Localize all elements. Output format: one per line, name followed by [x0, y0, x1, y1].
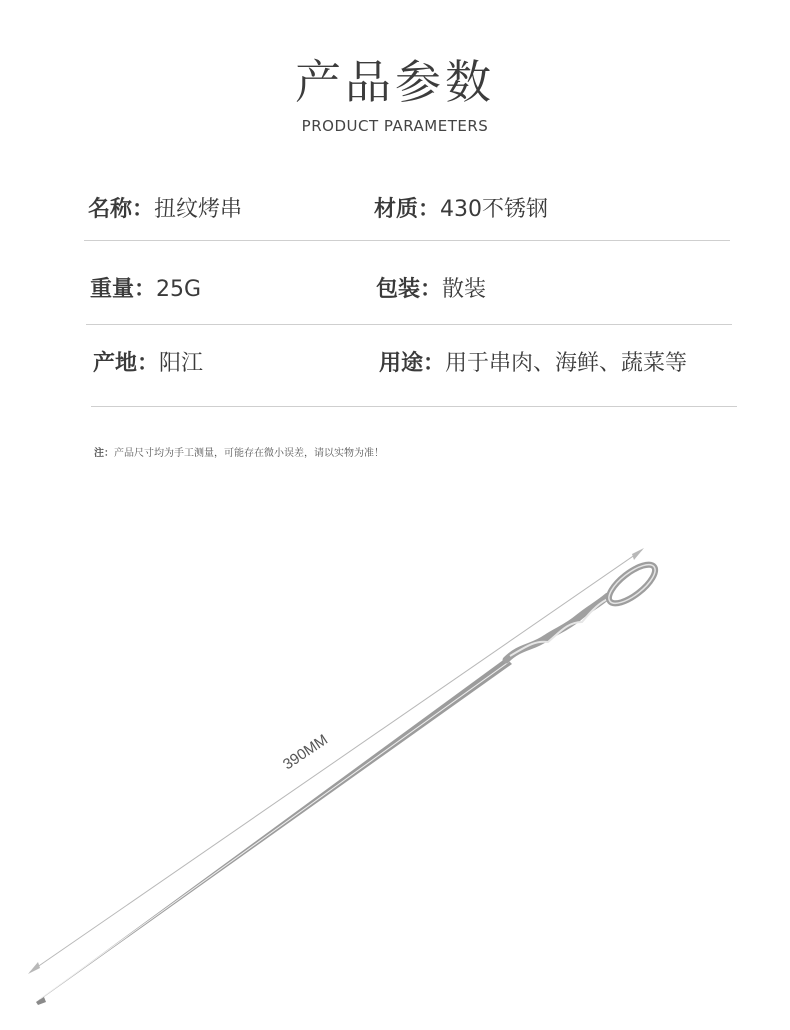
note-text: 产品尺寸均为手工测量，可能存在微小误差，请以实物为准！	[114, 448, 384, 459]
param-packaging	[376, 272, 486, 303]
param-row-3	[93, 346, 753, 386]
param-value: 散装	[442, 277, 487, 302]
dimension-arrow-start	[28, 962, 40, 974]
param-label: 名称：	[88, 197, 155, 222]
param-name	[88, 192, 242, 223]
row-divider	[86, 324, 732, 325]
row-divider	[91, 406, 737, 407]
param-row-1	[88, 192, 738, 232]
param-row-2	[90, 272, 740, 312]
param-label: 材质：	[374, 197, 441, 222]
param-material	[374, 192, 548, 223]
row-divider	[84, 240, 730, 241]
note-label: 注：	[94, 448, 114, 459]
param-label: 重量：	[90, 277, 157, 302]
param-value: 用于串肉、海鲜、蔬菜等	[445, 351, 688, 376]
param-weight	[90, 272, 201, 303]
param-value: 25G	[156, 277, 202, 302]
dimension-line	[28, 548, 644, 974]
skewer-rod	[36, 658, 512, 1005]
param-usage	[379, 346, 687, 377]
param-label: 用途：	[379, 351, 446, 376]
dimension-arrow-end	[632, 548, 644, 560]
param-label: 包装：	[376, 277, 443, 302]
param-label: 产地：	[93, 351, 160, 376]
param-origin	[93, 346, 203, 377]
page-subtitle: PRODUCT PARAMETERS	[301, 117, 489, 135]
param-value: 430不锈钢	[440, 197, 549, 222]
page-title: 产品参数	[295, 55, 495, 109]
disclaimer-note	[94, 444, 384, 459]
param-value: 扭纹烤串	[154, 197, 243, 222]
param-value: 阳江	[159, 351, 204, 376]
skewer-loop	[603, 558, 661, 610]
length-label: 390MM	[279, 731, 331, 774]
skewer-twist	[506, 596, 610, 660]
skewer-image	[0, 520, 790, 1010]
